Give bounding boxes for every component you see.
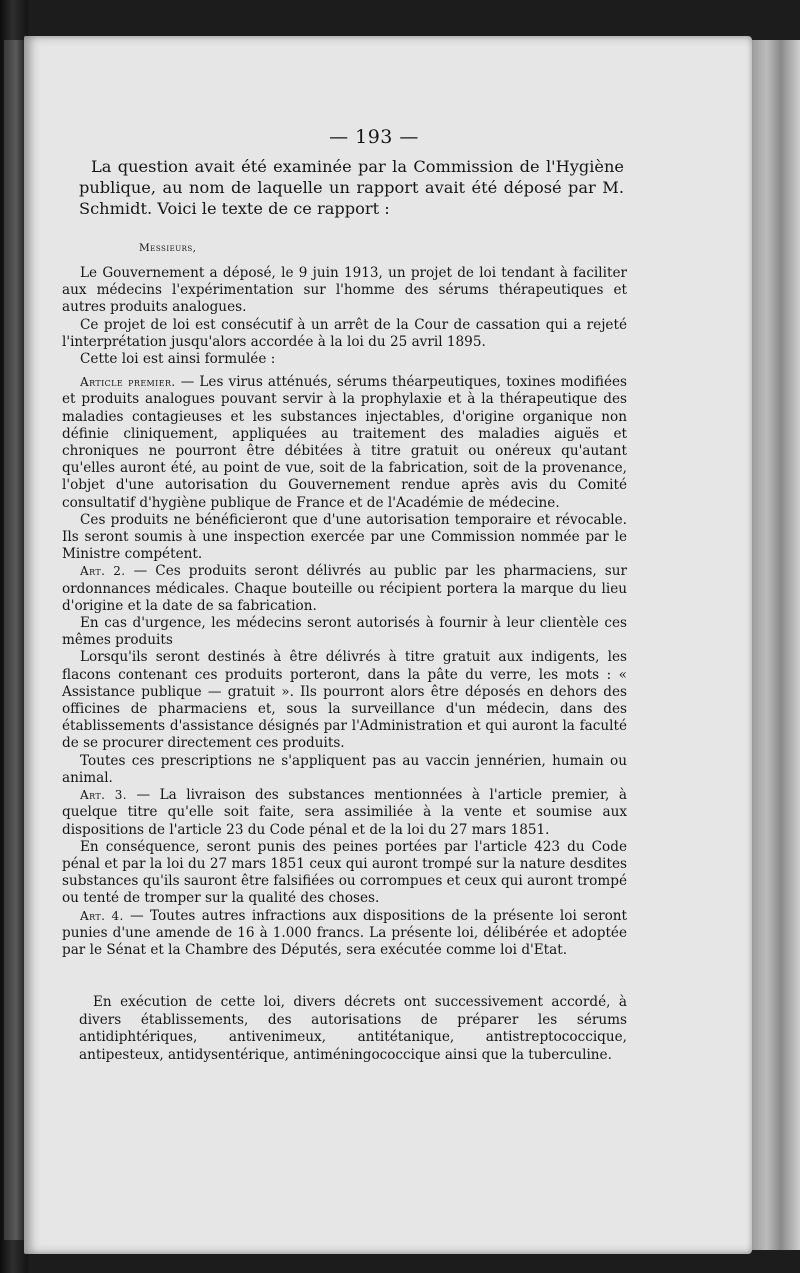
intro-text: La question avait été examinée par la Commission de l'Hygiène publique, au nom de laquelle un rapport avait été déposé par M. Schmidt. Voici le texte de ce rapport :: [79, 157, 624, 218]
conclusion-text: En exécution de cette loi, divers décrets ont successivement accordé, à divers établissements, des autorisations de préparer les sérums antidiphtériques, antivenimeux, antitétanique, antistreptococcique, antipesteux, antidysentérique, antiméningococcique ainsi que la tuberculine.: [79, 994, 627, 1063]
conclusion-paragraph: [79, 994, 627, 1064]
salutation: Messieurs,: [139, 242, 197, 254]
article-4-text: — Toutes autres infractions aux dispositions de la présente loi seront punies d'une amende de 16 à 1.000 francs. La présente loi, délibérée et adoptée par le Sénat et la Chambre des Députés, sera exécutée comme loi d'Etat.: [62, 907, 628, 958]
article-2-label: Art. 2.: [80, 564, 126, 579]
article-1-text: — Les virus atténués, sérums théarpeutiques, toxines modifiées et produits analogues pouvant servir à la prophylaxie et à la thérapeutique des maladies contagieuses et les substances injectables, d'origine organique non définie cliniquement, appliquées au traitement des maladies aiguës et chroniques ne pourront être débitées à titre gratuit ou onéreux qu'autant qu'elles auront été, au point de vue, soit de la fabrication, soit de la provenance, l'objet d'une autorisation du Gouvernement rendue après avis du Comité consultatif d'hygiène publique de France et de l'Académie de médecine.: [62, 374, 628, 511]
report-paragraph-5: Ces produits ne bénéficieront que d'une autorisation temporaire et révocable. Ils seront soumis à une inspection exercée par une Commission nommée par le Ministre compétent.: [62, 511, 627, 563]
report-paragraph-8: Lorsqu'ils seront destinés à être délivrés à titre gratuit aux indigents, les flacons contenant ces produits porteront, dans la pâte du verre, les mots : « Assistance publique — gratuit ». Ils pourront alors être déposés en dehors des officines de pharmaciens et, sous la surveillance d'un médecin, dans des établissements d'assistance désignés par l'Administration et qui auront la faculté de se procurer directement ces produits.: [62, 649, 627, 752]
page-stack-edge: [752, 40, 800, 1250]
facing-page-edge: [4, 40, 24, 1240]
report-paragraph-11: En conséquence, seront punis des peines portées par l'article 423 du Code pénal et par la loi du 27 mars 1851 ceux qui auront trompé sur la nature desdites substances qu'ils sauront être falsifiées ou corrompues et ceux qui auront trompé ou tenté de tromper sur la qualité des choses.: [62, 838, 627, 907]
report-paragraph-1: Le Gouvernement a déposé, le 9 juin 1913, un projet de loi tendant à faciliter aux médecins l'expérimentation sur l'homme des sérums thérapeutiques et autres produits analogues.: [62, 265, 627, 316]
article-1-label: Article premier.: [80, 375, 176, 390]
article-3: [62, 787, 627, 839]
page-number: — 193 —: [329, 126, 419, 148]
article-4: [62, 908, 627, 960]
article-3-label: Art. 3.: [80, 788, 127, 803]
intro-paragraph: [79, 156, 624, 219]
article-1: [62, 374, 627, 512]
report-paragraph-9: Toutes ces prescriptions ne s'appliquent pas au vaccin jennérien, humain ou animal.: [62, 752, 627, 786]
report-body: [62, 265, 627, 959]
article-3-text: — La livraison des substances mentionnées à l'article premier, à quelque titre qu'elle soit faite, sera assimiliée à la vente et soumise aux dispositions de l'article 23 du Code pénal et de la loi du 27 mars 1851.: [62, 787, 627, 838]
article-2-text: — Ces produits seront délivrés au public par les pharmaciens, sur ordonnances médicales. Chaque bouteille ou récipient portera la marque du lieu d'origine et la date de sa fabrication.: [62, 563, 627, 614]
report-paragraph-7: En cas d'urgence, les médecins seront autorisés à fournir à leur clientèle ces mêmes produits: [62, 615, 627, 649]
report-paragraph-3: Cette loi est ainsi formulée :: [80, 351, 276, 368]
book-page: [24, 36, 752, 1254]
article-2: [62, 563, 627, 615]
report-paragraph-2: Ce projet de loi est consécutif à un arrêt de la Cour de cassation qui a rejeté l'interprétation jusqu'alors accordée à la loi du 25 avril 1895.: [62, 316, 627, 350]
article-4-label: Art. 4.: [80, 908, 124, 923]
